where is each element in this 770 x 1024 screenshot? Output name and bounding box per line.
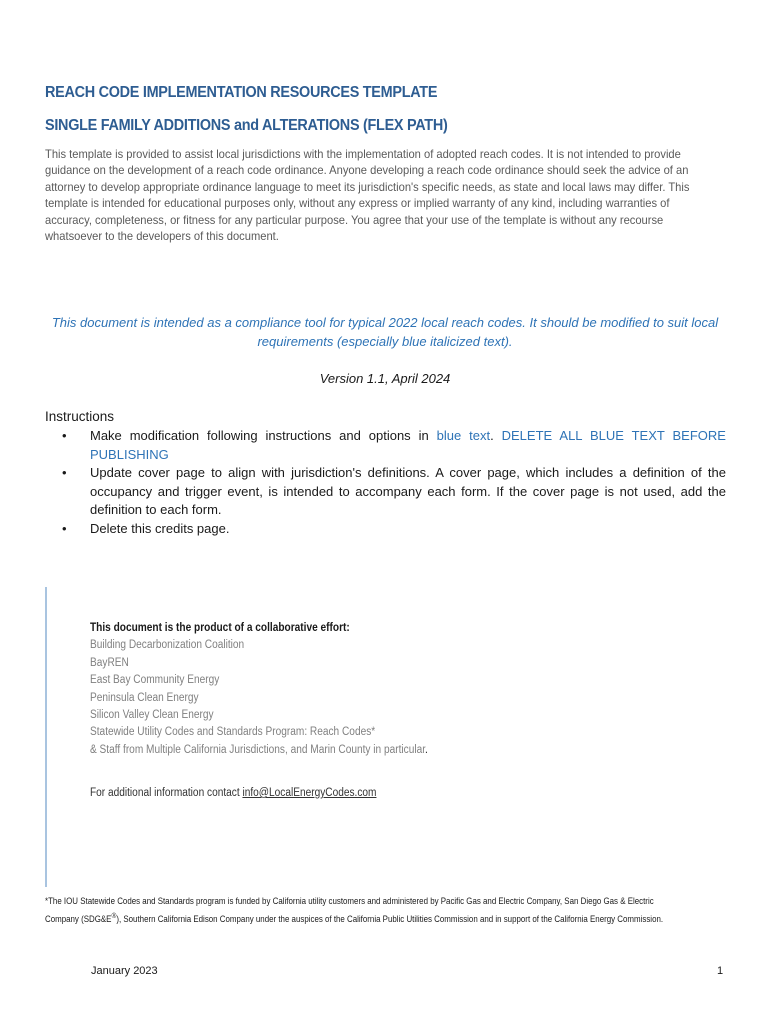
instruction-text: Make modification following instructions and options in xyxy=(90,428,437,443)
credits-side-rule xyxy=(45,587,47,887)
instruction-item xyxy=(62,427,726,464)
footnote-text: ), Southern California Edison Company under the auspices of the California Public Utilities Commission and in support of the California Energy Commission. xyxy=(116,913,664,924)
instruction-text: . xyxy=(490,428,502,443)
instructions-heading: Instructions xyxy=(45,409,115,424)
footnote xyxy=(45,894,679,926)
version-label: Version 1.1, April 2024 xyxy=(319,371,451,386)
credits-item-text: & Staff from Multiple California Jurisdictions, and Marin County in particular xyxy=(90,743,426,756)
instruction-blue-text: blue text xyxy=(436,428,491,443)
credits-item: Peninsula Clean Energy xyxy=(90,691,199,704)
disclaimer-paragraph: This template is provided to assist local jurisdictions with the implementation of adopted reach codes. It is not intended to provide guidance on the development of a reach code ordinance. Anyone developing a reach code ordinance should seek the advice of an attorney to develop appropriate ordinance language to meet its jurisdiction's specific needs, as state and local laws may differ. This template is intended for educational purposes only, without any express or implied warranty of any kind, including warranties of accuracy, completeness, or fitness for any particular purpose. You agree that your use of the template is without any recourse whatsoever to the developers of this document. xyxy=(45,147,690,244)
instruction-text: Update cover page to align with jurisdiction's definitions. A cover page, which includes a definition of the occupancy and trigger event, is intended to accompany each form. If the cover page is not used, add the definition to each form. xyxy=(90,465,726,518)
instructions-list xyxy=(62,427,726,539)
instruction-delete-note: DELETE ALL BLUE TEXT BEFORE PUBLISHING xyxy=(90,428,726,462)
bullet-icon: • xyxy=(62,465,67,481)
credits-item: BayREN xyxy=(90,656,129,669)
credits-item-period: . xyxy=(425,743,428,756)
instruction-item xyxy=(62,464,726,520)
instruction-item xyxy=(62,520,726,539)
bullet-icon: • xyxy=(62,428,67,443)
credits-item: Statewide Utility Codes and Standards Program: Reach Codes* xyxy=(90,726,376,739)
footer-date: January 2023 xyxy=(91,965,158,977)
registered-mark: ® xyxy=(111,910,117,920)
document-subtitle: SINGLE FAMILY ADDITIONS and ALTERATIONS (FLEX PATH) xyxy=(45,117,448,134)
page-number: 1 xyxy=(717,965,724,977)
credits-item: Building Decarbonization Coalition xyxy=(90,639,245,652)
credits-item: East Bay Community Energy xyxy=(90,674,220,687)
credits-heading: This document is the product of a collaborative effort: xyxy=(90,622,350,634)
contact-text: For additional information contact xyxy=(90,787,243,799)
credits-item: Silicon Valley Clean Energy xyxy=(90,709,214,722)
contact-line xyxy=(90,787,376,799)
credits-item xyxy=(90,742,428,759)
credits-block xyxy=(90,620,428,759)
footnote-text: *The IOU Statewide Codes and Standards program is funded by California utility customers and administered by Pacific Gas and Electric Company, San Diego Gas & Electric Company (SDG&E xyxy=(45,896,654,924)
contact-email-link[interactable]: info@LocalEnergyCodes.com xyxy=(242,787,377,799)
instruction-text: Delete this credits page. xyxy=(90,520,230,536)
document-title: REACH CODE IMPLEMENTATION RESOURCES TEMPLATE xyxy=(45,84,438,101)
intended-use-note: This document is intended as a compliance tool for typical 2022 local reach codes. It should be modified to suit local requirements (especially blue italicized text). xyxy=(51,315,719,349)
bullet-icon: • xyxy=(62,520,67,536)
